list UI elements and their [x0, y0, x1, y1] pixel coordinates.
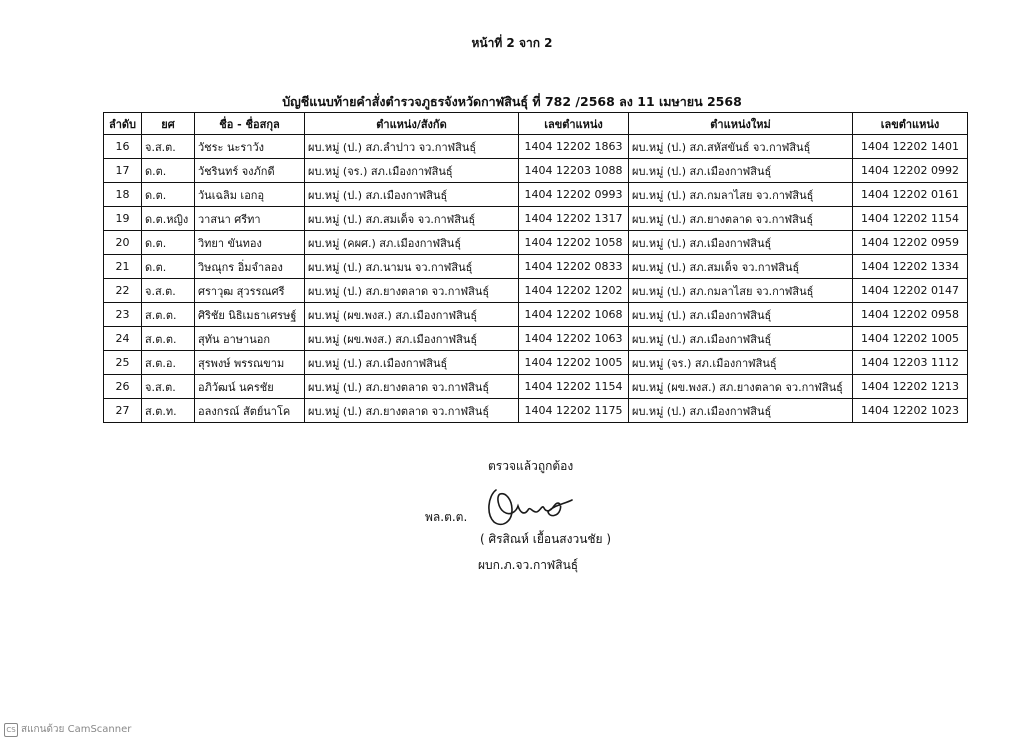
- table-row: [104, 303, 968, 327]
- cell-name: อลงกรณ์ สัตย์นาโค: [195, 399, 305, 423]
- signer-name: ( ศิรสิณห์ เยื้อนสงวนชัย ): [480, 532, 612, 546]
- col-header-position: ตำแหน่ง/สังกัด: [305, 113, 519, 135]
- cell-seq: 21: [104, 255, 142, 279]
- cell-position: ผบ.หมู่ (ป.) สภ.ยางตลาด จว.กาฬสินธุ์: [305, 375, 519, 399]
- cell-rank: จ.ส.ต.: [142, 135, 195, 159]
- cell-rank: ด.ต.หญิง: [142, 207, 195, 231]
- cell-new-position: ผบ.หมู่ (ป.) สภ.เมืองกาฬสินธุ์: [629, 399, 853, 423]
- cell-rank: ส.ต.อ.: [142, 351, 195, 375]
- cell-new-position: ผบ.หมู่ (ป.) สภ.สหัสขันธ์ จว.กาฬสินธุ์: [629, 135, 853, 159]
- cell-seq: 18: [104, 183, 142, 207]
- cell-name: วัชรินทร์ จงภักดี: [195, 159, 305, 183]
- cell-position-no: 1404 12202 1058: [519, 231, 629, 255]
- cell-new-position-no: 1404 12202 1401: [853, 135, 968, 159]
- document-title: บัญชีแนบท้ายคำสั่งตำรวจภูธรจังหวัดกาฬสินธุ์ ที่ 782 /2568 ลง 11 เมษายน 2568: [282, 94, 742, 109]
- table-row: [104, 207, 968, 231]
- table-row: [104, 327, 968, 351]
- cell-new-position-no: 1404 12202 0161: [853, 183, 968, 207]
- cell-new-position: ผบ.หมู่ (ป.) สภ.สมเด็จ จว.กาฬสินธุ์: [629, 255, 853, 279]
- cell-seq: 19: [104, 207, 142, 231]
- cell-rank: ด.ต.: [142, 159, 195, 183]
- cell-position: ผบ.หมู่ (ป.) สภ.เมืองกาฬสินธุ์: [305, 183, 519, 207]
- cell-rank: จ.ส.ต.: [142, 279, 195, 303]
- cell-new-position-no: 1404 12202 1334: [853, 255, 968, 279]
- col-header-rank: ยศ: [142, 113, 195, 135]
- cell-new-position: ผบ.หมู่ (ป.) สภ.กมลาไสย จว.กาฬสินธุ์: [629, 279, 853, 303]
- table-row: [104, 399, 968, 423]
- col-header-name: ชื่อ - ชื่อสกุล: [195, 113, 305, 135]
- cell-position-no: 1404 12202 1863: [519, 135, 629, 159]
- cell-new-position: ผบ.หมู่ (ป.) สภ.เมืองกาฬสินธุ์: [629, 303, 853, 327]
- cell-position-no: 1404 12202 0993: [519, 183, 629, 207]
- cell-position: ผบ.หมู่ (ผข.พงส.) สภ.เมืองกาฬสินธุ์: [305, 303, 519, 327]
- cell-position-no: 1404 12202 1068: [519, 303, 629, 327]
- scanner-watermark: [4, 722, 131, 737]
- cell-seq: 26: [104, 375, 142, 399]
- cell-rank: ส.ต.ต.: [142, 327, 195, 351]
- cell-position-no: 1404 12202 0833: [519, 255, 629, 279]
- cell-position: ผบ.หมู่ (ป.) สภ.ยางตลาด จว.กาฬสินธุ์: [305, 279, 519, 303]
- col-header-seq: ลำดับ: [104, 113, 142, 135]
- col-header-position-no: เลขตำแหน่ง: [519, 113, 629, 135]
- table-row: [104, 255, 968, 279]
- cell-position: ผบ.หมู่ (จร.) สภ.เมืองกาฬสินธุ์: [305, 159, 519, 183]
- signer-rank: พล.ต.ต.: [425, 510, 468, 524]
- cell-name: อภิวัฒน์ นครชัย: [195, 375, 305, 399]
- cell-position-no: 1404 12202 1005: [519, 351, 629, 375]
- cell-seq: 27: [104, 399, 142, 423]
- table-row: [104, 351, 968, 375]
- cell-rank: ส.ต.ต.: [142, 303, 195, 327]
- cell-new-position-no: 1404 12202 0147: [853, 279, 968, 303]
- cell-new-position-no: 1404 12202 1213: [853, 375, 968, 399]
- cell-position-no: 1404 12202 1154: [519, 375, 629, 399]
- table-row: [104, 159, 968, 183]
- cell-new-position: ผบ.หมู่ (ป.) สภ.เมืองกาฬสินธุ์: [629, 231, 853, 255]
- cell-new-position-no: 1404 12202 1005: [853, 327, 968, 351]
- signature-image: [478, 482, 578, 530]
- cell-position: ผบ.หมู่ (คผศ.) สภ.เมืองกาฬสินธุ์: [305, 231, 519, 255]
- cell-new-position: ผบ.หมู่ (จร.) สภ.เมืองกาฬสินธุ์: [629, 351, 853, 375]
- cell-name: สุรพงษ์ พรรณขาม: [195, 351, 305, 375]
- cell-position-no: 1404 12202 1202: [519, 279, 629, 303]
- cell-seq: 23: [104, 303, 142, 327]
- cell-rank: ด.ต.: [142, 183, 195, 207]
- cell-position-no: 1404 12202 1063: [519, 327, 629, 351]
- signer-title: ผบก.ภ.จว.กาฬสินธุ์: [478, 558, 579, 572]
- cell-rank: ด.ต.: [142, 231, 195, 255]
- cell-new-position: ผบ.หมู่ (ผข.พงส.) สภ.ยางตลาด จว.กาฬสินธุ์: [629, 375, 853, 399]
- cell-new-position: ผบ.หมู่ (ป.) สภ.กมลาไสย จว.กาฬสินธุ์: [629, 183, 853, 207]
- cell-position: ผบ.หมู่ (ป.) สภ.สมเด็จ จว.กาฬสินธุ์: [305, 207, 519, 231]
- table-row: [104, 279, 968, 303]
- cell-position: ผบ.หมู่ (ป.) สภ.ลำปาว จว.กาฬสินธุ์: [305, 135, 519, 159]
- cell-seq: 24: [104, 327, 142, 351]
- cell-seq: 16: [104, 135, 142, 159]
- cell-name: วันเฉลิม เอกอุ: [195, 183, 305, 207]
- cell-new-position-no: 1404 12202 1023: [853, 399, 968, 423]
- roster-table: [103, 112, 968, 423]
- certification-text: ตรวจแล้วถูกต้อง: [488, 459, 574, 473]
- cell-name: ศราวุฒ สุวรรณศรี: [195, 279, 305, 303]
- cell-name: วิษณุกร อิ่มจำลอง: [195, 255, 305, 279]
- cell-position-no: 1404 12203 1088: [519, 159, 629, 183]
- cell-rank: ส.ต.ท.: [142, 399, 195, 423]
- cell-name: ศิริชัย นิธิเมธาเศรษฐ์: [195, 303, 305, 327]
- table-body: [104, 135, 968, 423]
- cell-name: วิทยา ขันทอง: [195, 231, 305, 255]
- cell-new-position-no: 1404 12202 0958: [853, 303, 968, 327]
- cell-position-no: 1404 12202 1175: [519, 399, 629, 423]
- cell-new-position: ผบ.หมู่ (ป.) สภ.เมืองกาฬสินธุ์: [629, 159, 853, 183]
- cell-position-no: 1404 12202 1317: [519, 207, 629, 231]
- table-row: [104, 231, 968, 255]
- cell-new-position-no: 1404 12203 1112: [853, 351, 968, 375]
- cell-name: วาสนา ศรีทา: [195, 207, 305, 231]
- table-header-row: [104, 113, 968, 135]
- cell-new-position-no: 1404 12202 0992: [853, 159, 968, 183]
- cell-name: วัชระ นะราวัง: [195, 135, 305, 159]
- col-header-new-position-no: เลขตำแหน่ง: [853, 113, 968, 135]
- cell-seq: 25: [104, 351, 142, 375]
- cell-new-position-no: 1404 12202 0959: [853, 231, 968, 255]
- cell-rank: จ.ส.ต.: [142, 375, 195, 399]
- watermark-text: สแกนด้วย CamScanner: [21, 724, 132, 735]
- cell-new-position: ผบ.หมู่ (ป.) สภ.เมืองกาฬสินธุ์: [629, 327, 853, 351]
- cell-seq: 22: [104, 279, 142, 303]
- cell-position: ผบ.หมู่ (ป.) สภ.นามน จว.กาฬสินธุ์: [305, 255, 519, 279]
- table-row: [104, 183, 968, 207]
- camscanner-logo-icon: CS: [4, 723, 18, 737]
- table-row: [104, 375, 968, 399]
- cell-seq: 20: [104, 231, 142, 255]
- cell-position: ผบ.หมู่ (ป.) สภ.ยางตลาด จว.กาฬสินธุ์: [305, 399, 519, 423]
- cell-new-position: ผบ.หมู่ (ป.) สภ.ยางตลาด จว.กาฬสินธุ์: [629, 207, 853, 231]
- cell-name: สุทัน อาษานอก: [195, 327, 305, 351]
- table-row: [104, 135, 968, 159]
- cell-position: ผบ.หมู่ (ผข.พงส.) สภ.เมืองกาฬสินธุ์: [305, 327, 519, 351]
- cell-position: ผบ.หมู่ (ป.) สภ.เมืองกาฬสินธุ์: [305, 351, 519, 375]
- cell-rank: ด.ต.: [142, 255, 195, 279]
- col-header-new-position: ตำแหน่งใหม่: [629, 113, 853, 135]
- cell-new-position-no: 1404 12202 1154: [853, 207, 968, 231]
- page-number: หน้าที่ 2 จาก 2: [471, 36, 553, 50]
- cell-seq: 17: [104, 159, 142, 183]
